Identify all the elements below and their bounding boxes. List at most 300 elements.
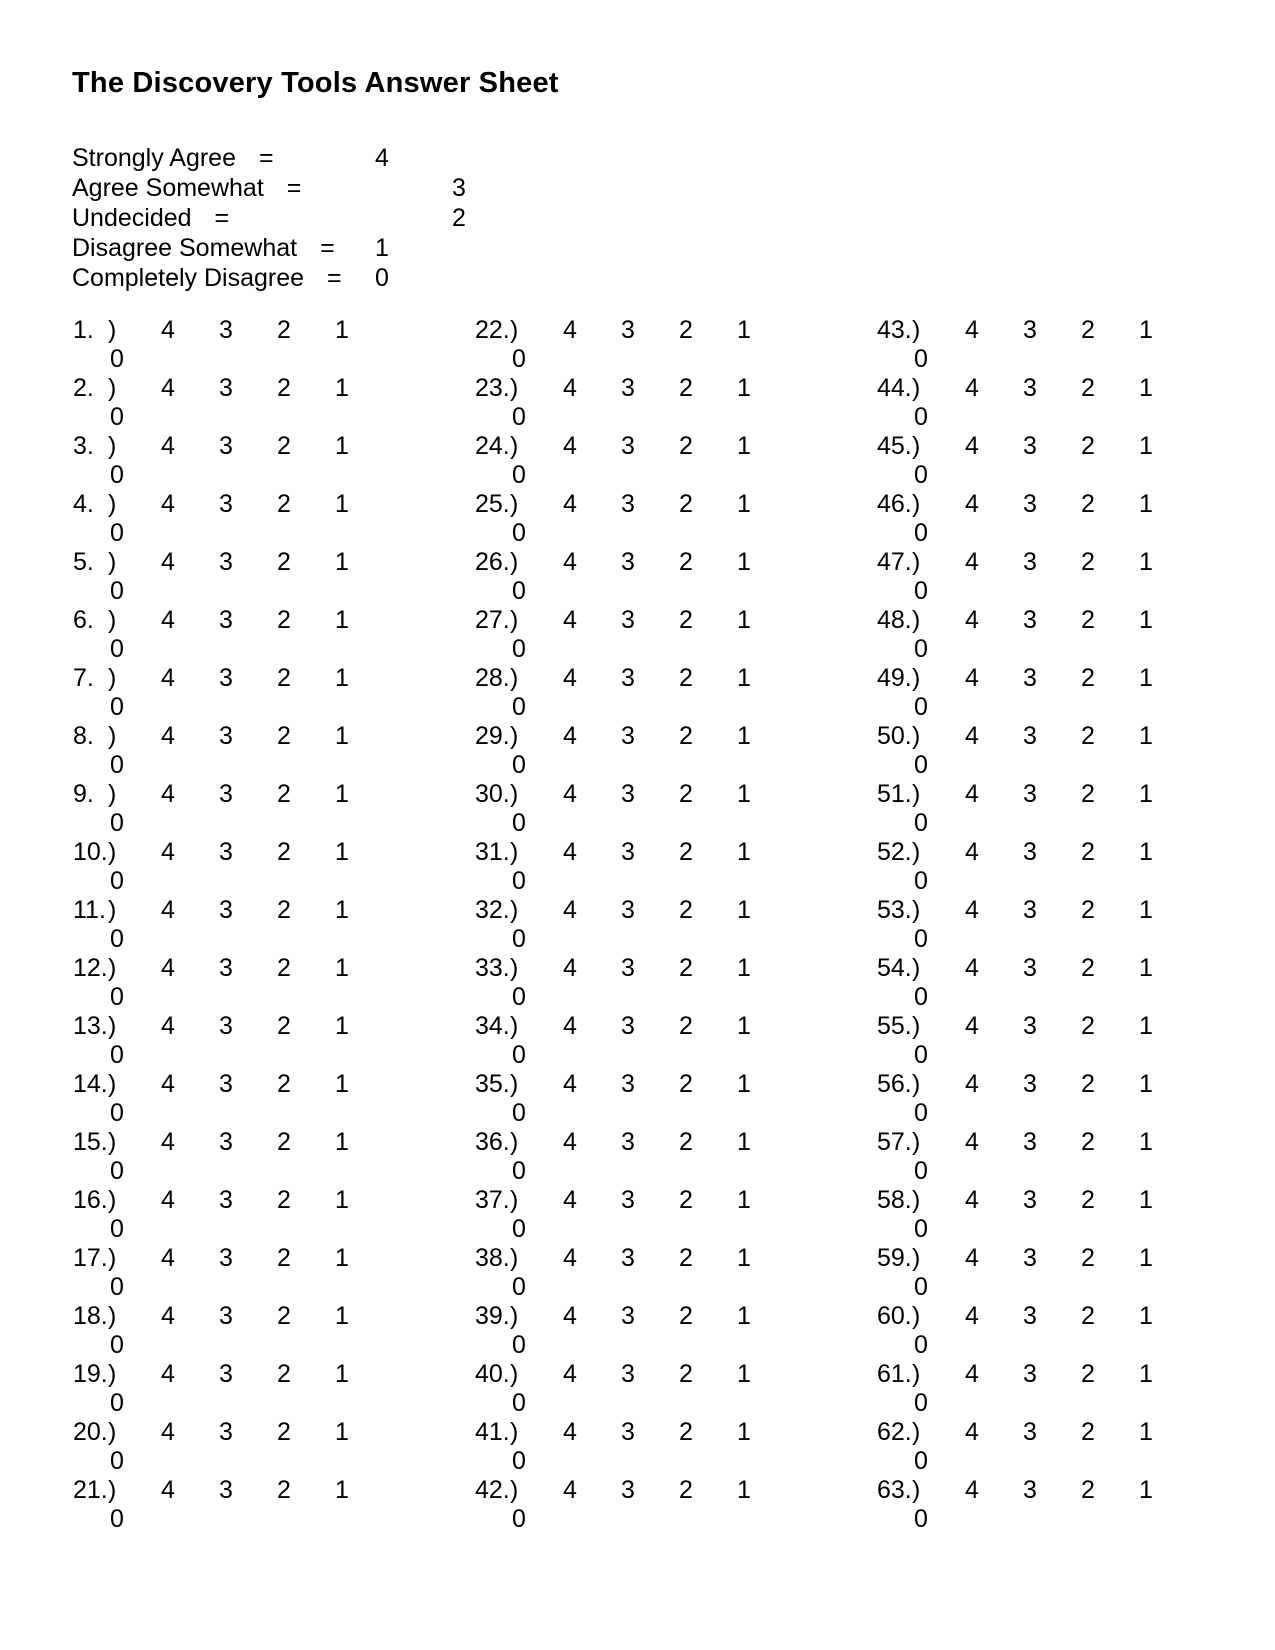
option-2: 2 xyxy=(679,1476,693,1504)
option-1: 1 xyxy=(737,606,751,634)
option-zero-row xyxy=(73,1447,443,1476)
option-1: 1 xyxy=(335,374,349,402)
option-zero-row xyxy=(475,1041,845,1070)
question-options-row xyxy=(73,1476,443,1505)
option-zero-row xyxy=(73,635,443,664)
option-4: 4 xyxy=(563,1302,577,1330)
option-2: 2 xyxy=(679,432,693,460)
question-item xyxy=(877,1012,1247,1070)
option-0: 0 xyxy=(512,1389,526,1417)
answer-paren: ) xyxy=(510,838,519,866)
option-2: 2 xyxy=(277,1302,291,1330)
option-2: 2 xyxy=(1081,1244,1095,1272)
answer-paren: ) xyxy=(912,374,921,402)
option-3: 3 xyxy=(219,374,233,402)
question-item xyxy=(475,1360,845,1418)
answer-paren: ) xyxy=(510,316,519,344)
option-zero-row xyxy=(475,925,845,954)
option-zero-row xyxy=(73,983,443,1012)
option-2: 2 xyxy=(679,1244,693,1272)
option-3: 3 xyxy=(621,1476,635,1504)
option-2: 2 xyxy=(277,606,291,634)
option-4: 4 xyxy=(563,1128,577,1156)
question-item xyxy=(475,1244,845,1302)
answer-paren: ) xyxy=(510,1128,519,1156)
question-number: 17. xyxy=(73,1244,108,1272)
option-1: 1 xyxy=(1139,1476,1153,1504)
question-options-row xyxy=(877,1186,1247,1215)
answer-paren: ) xyxy=(510,374,519,402)
option-1: 1 xyxy=(1139,1070,1153,1098)
option-0: 0 xyxy=(110,1041,124,1069)
option-4: 4 xyxy=(965,1418,979,1446)
option-2: 2 xyxy=(679,954,693,982)
option-0: 0 xyxy=(914,403,928,431)
option-2: 2 xyxy=(1081,664,1095,692)
question-options-row xyxy=(877,548,1247,577)
question-item xyxy=(73,1012,443,1070)
question-options-row xyxy=(73,1128,443,1157)
question-number: 37. xyxy=(475,1186,510,1214)
option-3: 3 xyxy=(219,664,233,692)
option-3: 3 xyxy=(219,838,233,866)
option-zero-row xyxy=(475,1273,845,1302)
question-number: 3. xyxy=(73,432,94,460)
question-item xyxy=(475,664,845,722)
option-4: 4 xyxy=(563,548,577,576)
legend-label: Completely Disagree xyxy=(72,264,305,292)
question-item xyxy=(877,1476,1247,1534)
equals-sign: = xyxy=(259,144,274,172)
question-number: 24. xyxy=(475,432,510,460)
option-3: 3 xyxy=(621,1012,635,1040)
legend-value: 4 xyxy=(375,144,389,172)
option-4: 4 xyxy=(563,722,577,750)
answer-paren: ) xyxy=(510,1418,519,1446)
option-3: 3 xyxy=(219,432,233,460)
answer-paren: ) xyxy=(108,1070,117,1098)
equals-sign: = xyxy=(286,174,302,202)
option-4: 4 xyxy=(965,548,979,576)
question-options-row xyxy=(877,1360,1247,1389)
option-4: 4 xyxy=(161,1302,175,1330)
question-options-row xyxy=(73,1302,443,1331)
option-zero-row xyxy=(475,1215,845,1244)
option-1: 1 xyxy=(335,1360,349,1388)
option-2: 2 xyxy=(1081,490,1095,518)
option-1: 1 xyxy=(335,664,349,692)
option-zero-row xyxy=(877,1505,1247,1534)
option-zero-row xyxy=(73,751,443,780)
option-1: 1 xyxy=(737,1070,751,1098)
option-4: 4 xyxy=(965,1012,979,1040)
option-2: 2 xyxy=(277,954,291,982)
question-item xyxy=(877,548,1247,606)
question-options-row xyxy=(73,374,443,403)
option-3: 3 xyxy=(621,1360,635,1388)
option-1: 1 xyxy=(737,896,751,924)
option-3: 3 xyxy=(621,780,635,808)
question-number: 2. xyxy=(73,374,94,402)
question-number: 6. xyxy=(73,606,94,634)
option-2: 2 xyxy=(277,664,291,692)
option-3: 3 xyxy=(1023,896,1037,924)
option-2: 2 xyxy=(679,1302,693,1330)
option-1: 1 xyxy=(1139,374,1153,402)
option-0: 0 xyxy=(512,867,526,895)
answer-paren: ) xyxy=(912,1070,921,1098)
question-item xyxy=(877,490,1247,548)
question-item xyxy=(475,606,845,664)
option-0: 0 xyxy=(914,751,928,779)
option-4: 4 xyxy=(161,954,175,982)
question-number: 28. xyxy=(475,664,510,692)
question-number: 60. xyxy=(877,1302,912,1330)
question-options-row xyxy=(73,722,443,751)
option-3: 3 xyxy=(1023,1128,1037,1156)
answer-paren: ) xyxy=(510,432,519,460)
answer-paren: ) xyxy=(510,606,519,634)
option-zero-row xyxy=(877,1099,1247,1128)
answer-paren: ) xyxy=(108,1128,117,1156)
option-4: 4 xyxy=(965,1360,979,1388)
question-item xyxy=(877,1418,1247,1476)
option-0: 0 xyxy=(512,1273,526,1301)
answer-column-2 xyxy=(475,316,845,1534)
option-3: 3 xyxy=(219,780,233,808)
option-4: 4 xyxy=(965,896,979,924)
option-3: 3 xyxy=(1023,1186,1037,1214)
question-number: 5. xyxy=(73,548,94,576)
option-1: 1 xyxy=(1139,1244,1153,1272)
option-3: 3 xyxy=(621,606,635,634)
question-options-row xyxy=(877,316,1247,345)
question-number: 63. xyxy=(877,1476,912,1504)
option-1: 1 xyxy=(1139,722,1153,750)
option-zero-row xyxy=(877,867,1247,896)
option-4: 4 xyxy=(161,722,175,750)
option-2: 2 xyxy=(277,896,291,924)
option-3: 3 xyxy=(1023,1012,1037,1040)
answer-paren: ) xyxy=(510,1244,519,1272)
option-4: 4 xyxy=(161,606,175,634)
question-number: 47. xyxy=(877,548,912,576)
question-item xyxy=(475,1128,845,1186)
question-number: 13. xyxy=(73,1012,108,1040)
question-item xyxy=(73,1476,443,1534)
option-zero-row xyxy=(73,1099,443,1128)
option-3: 3 xyxy=(1023,1070,1037,1098)
answer-paren: ) xyxy=(108,374,117,402)
option-2: 2 xyxy=(1081,1012,1095,1040)
option-1: 1 xyxy=(335,432,349,460)
answer-paren: ) xyxy=(510,1360,519,1388)
question-item xyxy=(877,1360,1247,1418)
question-number: 4. xyxy=(73,490,94,518)
option-0: 0 xyxy=(914,635,928,663)
option-zero-row xyxy=(877,461,1247,490)
question-options-row xyxy=(73,1070,443,1099)
option-3: 3 xyxy=(219,1302,233,1330)
option-0: 0 xyxy=(512,1215,526,1243)
option-2: 2 xyxy=(1081,432,1095,460)
option-3: 3 xyxy=(219,954,233,982)
question-item xyxy=(73,1302,443,1360)
legend-label: Disagree Somewhat xyxy=(72,234,298,262)
question-item xyxy=(73,838,443,896)
question-number: 57. xyxy=(877,1128,912,1156)
option-3: 3 xyxy=(621,316,635,344)
question-item xyxy=(877,1128,1247,1186)
option-0: 0 xyxy=(914,1215,928,1243)
question-options-row xyxy=(73,780,443,809)
question-number: 19. xyxy=(73,1360,108,1388)
question-number: 1. xyxy=(73,316,94,344)
option-0: 0 xyxy=(110,1157,124,1185)
option-3: 3 xyxy=(219,1012,233,1040)
option-0: 0 xyxy=(110,519,124,547)
option-1: 1 xyxy=(737,722,751,750)
option-1: 1 xyxy=(737,1128,751,1156)
option-0: 0 xyxy=(914,925,928,953)
option-4: 4 xyxy=(161,1012,175,1040)
question-number: 56. xyxy=(877,1070,912,1098)
option-2: 2 xyxy=(679,374,693,402)
option-0: 0 xyxy=(512,1041,526,1069)
option-zero-row xyxy=(475,635,845,664)
question-options-row xyxy=(877,490,1247,519)
option-0: 0 xyxy=(914,577,928,605)
answer-paren: ) xyxy=(912,1012,921,1040)
option-2: 2 xyxy=(277,722,291,750)
option-4: 4 xyxy=(161,316,175,344)
option-4: 4 xyxy=(965,1302,979,1330)
question-options-row xyxy=(73,1360,443,1389)
answer-paren: ) xyxy=(912,954,921,982)
option-2: 2 xyxy=(1081,316,1095,344)
option-zero-row xyxy=(73,1331,443,1360)
option-4: 4 xyxy=(563,432,577,460)
option-2: 2 xyxy=(679,838,693,866)
question-options-row xyxy=(475,490,845,519)
option-4: 4 xyxy=(161,1128,175,1156)
option-0: 0 xyxy=(914,1331,928,1359)
question-item xyxy=(73,1418,443,1476)
option-1: 1 xyxy=(737,838,751,866)
question-number: 49. xyxy=(877,664,912,692)
answer-paren: ) xyxy=(510,1070,519,1098)
option-3: 3 xyxy=(621,1302,635,1330)
option-4: 4 xyxy=(965,780,979,808)
question-item xyxy=(475,374,845,432)
question-options-row xyxy=(475,1476,845,1505)
question-item xyxy=(877,374,1247,432)
option-0: 0 xyxy=(914,693,928,721)
option-zero-row xyxy=(475,345,845,374)
option-4: 4 xyxy=(965,1244,979,1272)
option-1: 1 xyxy=(737,664,751,692)
question-number: 46. xyxy=(877,490,912,518)
option-3: 3 xyxy=(1023,780,1037,808)
option-3: 3 xyxy=(1023,432,1037,460)
option-0: 0 xyxy=(110,635,124,663)
option-2: 2 xyxy=(1081,548,1095,576)
question-item xyxy=(73,722,443,780)
answer-paren: ) xyxy=(912,1128,921,1156)
question-item xyxy=(475,316,845,374)
option-4: 4 xyxy=(563,1186,577,1214)
option-4: 4 xyxy=(965,1070,979,1098)
option-0: 0 xyxy=(512,1331,526,1359)
question-item xyxy=(73,606,443,664)
option-0: 0 xyxy=(512,983,526,1011)
option-0: 0 xyxy=(512,693,526,721)
option-4: 4 xyxy=(563,316,577,344)
question-item xyxy=(73,1186,443,1244)
option-3: 3 xyxy=(1023,722,1037,750)
question-number: 32. xyxy=(475,896,510,924)
option-4: 4 xyxy=(563,606,577,634)
option-1: 1 xyxy=(737,374,751,402)
question-options-row xyxy=(877,1012,1247,1041)
option-zero-row xyxy=(73,461,443,490)
answer-paren: ) xyxy=(912,838,921,866)
option-2: 2 xyxy=(277,374,291,402)
option-4: 4 xyxy=(161,490,175,518)
option-3: 3 xyxy=(1023,1360,1037,1388)
answer-paren: ) xyxy=(108,1360,117,1388)
option-1: 1 xyxy=(737,490,751,518)
question-number: 43. xyxy=(877,316,912,344)
option-zero-row xyxy=(877,1041,1247,1070)
option-zero-row xyxy=(73,403,443,432)
option-zero-row xyxy=(877,751,1247,780)
option-4: 4 xyxy=(965,1186,979,1214)
answer-paren: ) xyxy=(108,954,117,982)
option-4: 4 xyxy=(563,664,577,692)
option-1: 1 xyxy=(1139,664,1153,692)
question-options-row xyxy=(877,954,1247,983)
option-1: 1 xyxy=(335,606,349,634)
option-2: 2 xyxy=(277,1476,291,1504)
option-3: 3 xyxy=(621,1070,635,1098)
option-1: 1 xyxy=(335,1128,349,1156)
question-number: 58. xyxy=(877,1186,912,1214)
answer-paren: ) xyxy=(912,490,921,518)
option-0: 0 xyxy=(110,1099,124,1127)
option-4: 4 xyxy=(161,1418,175,1446)
option-3: 3 xyxy=(1023,548,1037,576)
option-1: 1 xyxy=(1139,1302,1153,1330)
option-zero-row xyxy=(475,461,845,490)
question-number: 16. xyxy=(73,1186,108,1214)
option-3: 3 xyxy=(621,432,635,460)
question-item xyxy=(877,838,1247,896)
option-zero-row xyxy=(475,867,845,896)
option-1: 1 xyxy=(1139,838,1153,866)
option-0: 0 xyxy=(110,983,124,1011)
option-4: 4 xyxy=(563,1244,577,1272)
question-number: 23. xyxy=(475,374,510,402)
legend-item-undecided xyxy=(72,203,466,233)
option-2: 2 xyxy=(1081,838,1095,866)
answer-paren: ) xyxy=(108,1302,117,1330)
question-options-row xyxy=(73,548,443,577)
question-options-row xyxy=(475,896,845,925)
option-3: 3 xyxy=(219,896,233,924)
option-2: 2 xyxy=(679,780,693,808)
question-number: 33. xyxy=(475,954,510,982)
option-1: 1 xyxy=(335,490,349,518)
option-zero-row xyxy=(73,809,443,838)
option-1: 1 xyxy=(737,1418,751,1446)
answer-paren: ) xyxy=(912,606,921,634)
option-0: 0 xyxy=(512,809,526,837)
question-options-row xyxy=(877,1070,1247,1099)
question-options-row xyxy=(475,1418,845,1447)
option-1: 1 xyxy=(335,1476,349,1504)
question-item xyxy=(475,490,845,548)
question-item xyxy=(73,1128,443,1186)
option-zero-row xyxy=(73,867,443,896)
option-zero-row xyxy=(73,1215,443,1244)
question-item xyxy=(877,780,1247,838)
question-number: 40. xyxy=(475,1360,510,1388)
option-4: 4 xyxy=(161,664,175,692)
answer-paren: ) xyxy=(912,432,921,460)
question-options-row xyxy=(877,896,1247,925)
option-zero-row xyxy=(475,403,845,432)
question-options-row xyxy=(73,316,443,345)
option-0: 0 xyxy=(512,925,526,953)
option-0: 0 xyxy=(110,867,124,895)
option-1: 1 xyxy=(1139,1186,1153,1214)
option-4: 4 xyxy=(161,896,175,924)
question-options-row xyxy=(877,1128,1247,1157)
answer-paren: ) xyxy=(108,316,117,344)
question-number: 45. xyxy=(877,432,912,460)
option-2: 2 xyxy=(1081,780,1095,808)
option-1: 1 xyxy=(1139,606,1153,634)
question-item xyxy=(475,1070,845,1128)
option-3: 3 xyxy=(1023,1418,1037,1446)
question-options-row xyxy=(73,432,443,461)
answer-paren: ) xyxy=(108,838,117,866)
question-options-row xyxy=(877,1244,1247,1273)
question-number: 7. xyxy=(73,664,94,692)
question-options-row xyxy=(475,1244,845,1273)
option-1: 1 xyxy=(335,722,349,750)
option-zero-row xyxy=(877,345,1247,374)
option-0: 0 xyxy=(110,1273,124,1301)
option-zero-row xyxy=(877,1447,1247,1476)
option-2: 2 xyxy=(679,1186,693,1214)
question-options-row xyxy=(475,954,845,983)
question-item xyxy=(475,432,845,490)
question-item xyxy=(877,896,1247,954)
option-1: 1 xyxy=(1139,1360,1153,1388)
option-2: 2 xyxy=(277,780,291,808)
option-zero-row xyxy=(877,1215,1247,1244)
question-item xyxy=(73,1360,443,1418)
option-2: 2 xyxy=(1081,1186,1095,1214)
question-item xyxy=(475,1186,845,1244)
question-options-row xyxy=(475,316,845,345)
answer-paren: ) xyxy=(108,548,117,576)
option-1: 1 xyxy=(335,1070,349,1098)
option-4: 4 xyxy=(161,780,175,808)
option-1: 1 xyxy=(1139,954,1153,982)
